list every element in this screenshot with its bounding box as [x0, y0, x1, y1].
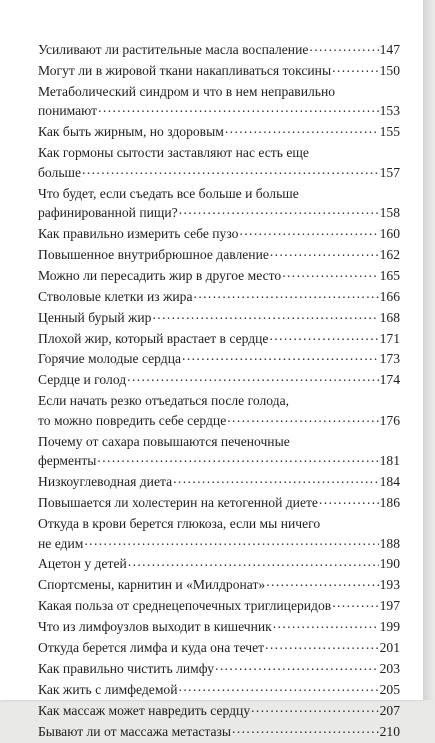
toc-page-number: 210 — [379, 723, 400, 739]
toc-entry-row — [38, 680, 400, 700]
toc-entry-row — [38, 701, 400, 721]
toc-entry-row — [38, 370, 400, 390]
toc-entry — [38, 391, 400, 430]
toc-leader-dots — [269, 329, 378, 343]
toc-leader-dots — [227, 411, 378, 425]
toc-entry-title: Низкоуглеводная диета — [38, 474, 173, 490]
toc-entry — [38, 329, 400, 349]
toc-entry — [38, 575, 400, 595]
toc-entry-title: Как правильно измерить себе пузо — [38, 226, 239, 242]
toc-entry-title: Горячие молодые сердца — [38, 351, 182, 367]
toc-entry-row — [38, 203, 400, 223]
toc-entry-row — [38, 617, 400, 637]
toc-leader-dots — [152, 308, 378, 322]
toc-entry — [38, 40, 400, 60]
toc-entry-title: понимают — [38, 103, 98, 119]
toc-entry-row — [38, 266, 400, 286]
toc-entry-row — [38, 534, 400, 554]
toc-leader-dots — [98, 102, 379, 116]
toc-entry — [38, 143, 400, 182]
toc-page-number: 153 — [379, 103, 400, 119]
toc-entry — [38, 638, 400, 658]
toc-entry-title: Как массаж может навредить сердцу — [38, 702, 251, 718]
toc-entry-row — [38, 224, 400, 244]
toc-entry — [38, 184, 400, 223]
toc-entry-title: Можно ли пересадить жир в другое место — [38, 267, 282, 283]
toc-entry-row — [38, 493, 400, 513]
toc-leader-dots — [282, 266, 378, 280]
toc-entry-title: Откуда берется лимфа и куда она течет — [38, 640, 265, 656]
toc-entry-row — [38, 245, 400, 265]
toc-entry — [38, 308, 400, 328]
toc-entry-title: Усиливают ли растительные масла воспаление — [38, 42, 309, 57]
toc-page-number: 181 — [379, 453, 400, 469]
toc-entry — [38, 432, 400, 471]
toc-leader-dots — [266, 576, 378, 590]
toc-entry — [38, 472, 400, 492]
toc-page-number: 160 — [379, 226, 400, 242]
toc-page-number: 155 — [379, 124, 400, 140]
toc-leader-dots — [128, 555, 379, 569]
toc-leader-dots — [179, 204, 379, 218]
toc-entry — [38, 722, 400, 742]
toc-leader-dots — [273, 618, 379, 632]
toc-entry-row — [38, 61, 400, 81]
toc-entry-row — [38, 472, 400, 492]
toc-entry-row — [38, 638, 400, 658]
toc-page-number: 166 — [379, 288, 400, 304]
toc-entry — [38, 659, 400, 679]
toc-entry — [38, 122, 400, 142]
toc-page-number: 173 — [379, 351, 400, 367]
toc-entry-row — [38, 40, 400, 60]
toc-entry-title: Повышается ли холестерин на кетогенной диете — [38, 495, 318, 511]
toc-entry-title: Что из лимфоузлов выходит в кишечник — [38, 619, 272, 635]
toc-entry-title: Стволовые клетки из жира — [38, 288, 193, 304]
toc-entry — [38, 287, 400, 307]
toc-entry-title: Какая польза от среднецепочечных триглицеридов — [38, 598, 332, 614]
toc-entry-title: Плохой жир, который врастает в сердце — [38, 330, 269, 346]
toc-entry — [38, 266, 400, 286]
toc-entry-title: Как правильно чистить лимфу — [38, 660, 215, 676]
toc-entry-title: Повышенное внутрибрюшное давление — [38, 247, 269, 263]
toc-leader-dots — [332, 61, 379, 75]
toc-entry-title: больше — [38, 164, 82, 180]
toc-leader-dots — [194, 287, 379, 301]
toc-page-number: 193 — [379, 577, 400, 593]
toc-entry-title: Могут ли в жировой ткани накапливаться токсины — [38, 62, 332, 78]
toc-entry — [38, 349, 400, 369]
toc-entry — [38, 617, 400, 637]
toc-entry — [38, 554, 400, 574]
toc-page-number: 190 — [379, 556, 400, 572]
toc-page-number: 199 — [379, 619, 400, 635]
page-edge — [423, 0, 435, 700]
toc-page-number: 176 — [379, 412, 400, 428]
toc-entry — [38, 680, 400, 700]
toc-page-number: 188 — [379, 535, 400, 551]
toc-entry-title: Сердце и голод — [38, 372, 127, 388]
toc-leader-dots — [332, 597, 378, 611]
toc-entry — [38, 514, 400, 553]
toc-leader-dots — [309, 40, 378, 54]
toc-leader-dots — [173, 473, 378, 487]
toc-entry — [38, 596, 400, 616]
toc-page-number: 205 — [379, 681, 400, 697]
toc-page-number: 201 — [379, 640, 400, 656]
toc-entry-row — [38, 308, 400, 328]
toc-entry-row — [38, 287, 400, 307]
toc-page-number: 147 — [379, 42, 400, 57]
toc-entry-title: Спортсмены, карнитин и «Милдронат» — [38, 577, 266, 593]
toc-leader-dots — [127, 371, 378, 385]
toc-page-number: 171 — [379, 330, 400, 346]
toc-leader-dots — [97, 452, 378, 466]
toc-entry-row — [38, 451, 400, 471]
toc-leader-dots — [239, 225, 378, 239]
toc-entry-row — [38, 329, 400, 349]
toc-leader-dots — [215, 659, 379, 673]
toc-leader-dots — [270, 245, 379, 259]
table-of-contents — [38, 40, 400, 743]
toc-entry-row — [38, 722, 400, 742]
toc-entry-title-line: Метаболический синдром и что в нем неправильно — [38, 83, 336, 99]
toc-leader-dots — [179, 680, 379, 694]
toc-page-number: 207 — [379, 702, 400, 718]
toc-entry-title-line: Откуда в крови берется глюкоза, если мы ничего — [38, 516, 321, 531]
toc-leader-dots — [319, 494, 379, 508]
toc-leader-dots — [251, 701, 378, 715]
toc-entry — [38, 61, 400, 81]
toc-entry — [38, 245, 400, 265]
toc-page-number: 157 — [379, 164, 400, 180]
toc-entry-row — [38, 659, 400, 679]
toc-entry — [38, 224, 400, 244]
toc-page-number: 184 — [379, 474, 400, 490]
toc-leader-dots — [84, 534, 378, 548]
toc-entry-title-line: Как гормоны сытости заставляют нас есть еще — [38, 145, 309, 161]
toc-entry-title: Ацетон у детей — [38, 556, 127, 572]
toc-entry-title: Ценный бурый жир — [38, 309, 152, 325]
toc-page-number: 150 — [379, 62, 400, 78]
toc-entry-row — [38, 411, 400, 431]
toc-entry-title: то можно повредить себе сердце — [38, 412, 227, 428]
toc-leader-dots — [225, 123, 379, 137]
toc-page-number: 174 — [379, 372, 400, 388]
toc-page-number: 197 — [379, 598, 400, 614]
toc-page-number: 158 — [379, 205, 400, 221]
toc-leader-dots — [232, 722, 379, 736]
toc-page-number: 186 — [379, 495, 400, 511]
toc-entry — [38, 82, 400, 121]
toc-entry-title: Как быть жирным, но здоровым — [38, 124, 224, 140]
toc-entry-title: Бывают ли от массажа метастазы — [38, 723, 232, 739]
toc-page-number: 162 — [379, 247, 400, 263]
toc-page-number: 203 — [379, 660, 400, 676]
toc-page-number: 168 — [379, 309, 400, 325]
toc-entry-row — [38, 596, 400, 616]
toc-leader-dots — [265, 638, 379, 652]
toc-entry-title-line: Что будет, если съедать все больше и больше — [38, 185, 299, 201]
toc-entry — [38, 370, 400, 390]
toc-entry — [38, 701, 400, 721]
toc-leader-dots — [82, 163, 379, 177]
toc-entry — [38, 493, 400, 513]
toc-entry-row — [38, 122, 400, 142]
toc-leader-dots — [182, 350, 379, 364]
toc-entry-title: ферменты — [38, 453, 97, 469]
toc-entry-title: рафинированной пищи? — [38, 205, 178, 221]
toc-entry-row — [38, 101, 400, 121]
toc-entry-title-line: Почему от сахара повышаются печеночные — [38, 433, 290, 449]
toc-entry-row — [38, 575, 400, 595]
toc-entry-title-line: Если начать резко отъедаться после голода, — [38, 393, 290, 409]
toc-entry-title: Как жить с лимфедемой — [38, 681, 178, 697]
toc-entry-row — [38, 554, 400, 574]
toc-entry-row — [38, 163, 400, 183]
toc-entry-row — [38, 349, 400, 369]
toc-entry-title: не едим — [38, 535, 84, 551]
toc-page-number: 165 — [379, 267, 400, 283]
